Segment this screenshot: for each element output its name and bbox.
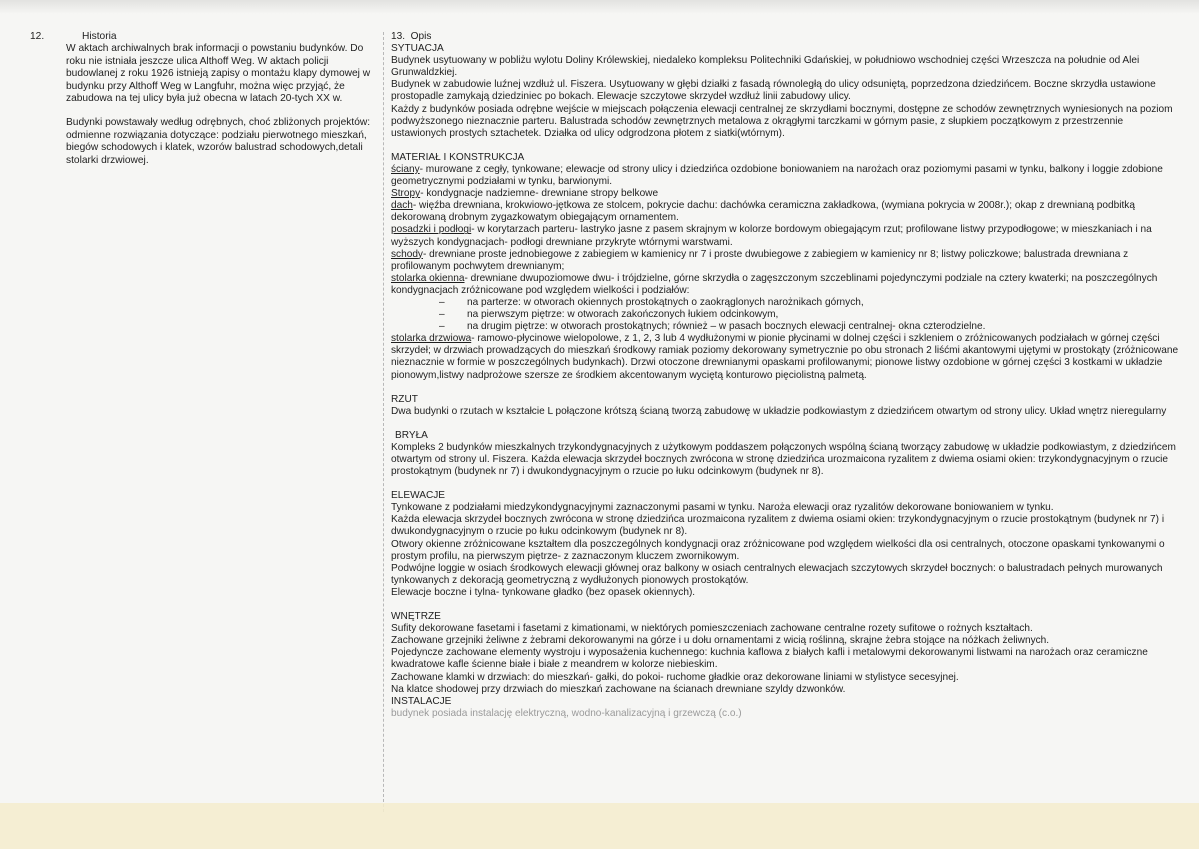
wnetrze-line: Zachowane klamki w drzwiach: do mieszkań- gałki, do pokoi- ruchome gładkie oraz dekorowane liniami w stylistyce secesyjnej.	[391, 671, 959, 683]
term-text: - w korytarzach parteru- lastryko jasne z pasem skrajnym w kolorze bordowym obiegającym rzut; profilowane listwy przypodłogowe; w mieszkaniach i na wyższych kondygnacjach- podłogi drewniane przykryte wtórnymi warstwami.	[391, 224, 1152, 248]
bullet-text: na drugim piętrze: w otworach prostokątnych; również – w pasach bocznych elewacji centralnej- okna czterodzielne.	[467, 321, 986, 333]
rzut-heading: RZUT	[391, 393, 418, 405]
term-label: dach	[391, 200, 413, 212]
sytuacja-paragraph: Każdy z budynków posiada odrębne wejście w miejscach połączenia elewacji centralnej ze skrzydłami bocznymi, dostępne ze schodów zewnętrznych wyniesionych na poziom podwyższonego nieznacznie parteru. Balustrada schodów zewnętrznych metalowa z okrągłymi tarczkami w górnym pasie, z słupkiem początkowym z przestrzennie ustawionych prostych sztachetek. Działka od ulicy odgrodzona płotem z siatki(wtórnym).	[391, 103, 1173, 139]
elewacje-line: Podwójne loggie w osiach środkowych elewacji głównej oraz balkony w osiach centralnych elewacjach szczytowych skrzydeł bocznych: o balustradach pełnych murowanych tynkowanych z dekoracją geometryczną z wydłużonych pionowych prostokątów.	[391, 562, 1163, 586]
list-item	[391, 297, 1181, 309]
material-posadzki	[391, 224, 1181, 248]
section-number: 12.	[30, 31, 45, 42]
list-item	[391, 309, 1181, 321]
wnetrze-line: Sufity dekorowane fasetami i fasetami z kimationami, w niektórych pomieszczeniach zachowane centralne rozety sufitowe o rożnych kształtach.	[391, 623, 1033, 635]
term-text: - więźba drewniana, krokwiowo-jętkowa ze stolcem, pokrycie dachu: dachówka ceramiczna zakładkowa, (wymiana pokrycia w 2008r.); okap z drewnianą podbitką dekorowaną drobnym zygazkowatym obiegającym ornamentem.	[391, 200, 1135, 224]
elewacje-line: Tynkowane z podziałami miedzykondygnacyjnymi zaznaczonymi pasami w tynku. Naroża elewacji oraz ryzalitów dekorowane boniowaniem w tynku.	[391, 502, 1054, 514]
elewacje-line: Każda elewacja skrzydeł bocznych zwrócona w stronę dziedzińca urozmaicona ryzalitem z dwiema osiami okien: trzykondygnacyjnym o rzucie prostokątnym (budynek nr 7) i dwukondygnacyjnym o rzucie po łuku odcinkowym (budynek nr 8).	[391, 514, 1165, 538]
term-label: schody	[391, 248, 423, 260]
section-opis	[391, 31, 1181, 720]
wnetrze-line: Zachowane grzejniki żeliwne z żebrami dekorowanymi na górze i u dołu ornamentami z wicią roślinną, skrajne żebra stojące na nóżkach żeliwnych.	[391, 635, 1050, 647]
term-label: stolarka drzwiowa	[391, 333, 472, 345]
instalacje-heading: INSTALACJE	[391, 695, 452, 707]
elewacje-line: Otwory okienne zróżnicowane kształtem dla poszczególnych kondygnacji oraz zróżnicowane pod względem wielkości dla osi centralnych, otoczone opaskami tynkowanymi o prostym profilu, na pierwszym piętrze- z zaznaczonym kluczem zwornikowym.	[391, 538, 1165, 562]
column-divider	[383, 32, 384, 812]
material-dach	[391, 200, 1181, 224]
wnetrze-heading: WNĘTRZE	[391, 611, 441, 623]
term-text: - drewniane dwupoziomowe dwu- i trójdzielne, górne skrzydła o zagęszczonym szczeblinami pojedynczymi podziale na cztery kwaterki; na poszczególnych kondygnacjach zróżnicowane pod względem wielkości i podziałów:	[391, 272, 1158, 296]
bullet-dash: –	[439, 296, 445, 308]
material-stolarka-drzwiowa	[391, 333, 1181, 381]
term-text: - drewniane proste jednobiegowe z zabiegiem w kamienicy nr 7 i proste dwubiegowe z zabiegiem w kamienicy nr 8; listwy policzkowe; balustrada drewniana z profilowanym pochwytem drewnianym;	[391, 248, 1129, 272]
section-title: Historia	[82, 31, 117, 42]
term-label: posadzki i podłogi	[391, 224, 472, 236]
rzut-paragraph: Dwa budynki o rzutach w kształcie L połączone krótszą ścianą tworzą zabudowę w układzie podkowiastym z dziedzińcem otwartym od strony ulicy. Układ wnętrz nieregularny	[391, 405, 1167, 417]
bullet-text: na pierwszym piętrze: w otworach zakończonych łukiem odcinkowym,	[467, 309, 779, 321]
elewacje-line: Elewacje boczne i tylna- tynkowane gładko (bez opasek okiennych).	[391, 586, 696, 598]
term-label: Stropy	[391, 188, 421, 200]
term-label: stolarka okienna	[391, 272, 465, 284]
opis-header	[391, 31, 1181, 43]
bullet-dash: –	[439, 321, 445, 333]
instalacje-paragraph: budynek posiada instalację elektryczną, wodno-kanalizacyjną i grzewczą (c.o.)	[391, 707, 742, 719]
term-text: - murowane z cegły, tynkowane; elewacje od strony ulicy i dziedzińca ozdobione boniowaniem na narożach oraz poziomymi pasami w tynku, balkony i loggie zdobione geometrycznymi podziałami w tynku, barwionymi.	[391, 163, 1163, 188]
term-label: ściany	[391, 163, 420, 175]
material-stropy	[391, 188, 1181, 200]
elewacje-heading: ELEWACJE	[391, 490, 446, 502]
list-item	[391, 321, 1181, 333]
bullet-dash: –	[439, 309, 445, 321]
sytuacja-paragraph: Budynek w zabudowie luźnej wzdłuż ul. Fiszera. Usytuowany w głębi działki z fasadą równoległą do ulicy odsuniętą, poprzedzona dziedzińcem. Boczne skrzydła ustawione prostopadle zamykają dziedziniec po bokach. Elewacje szczytowe skrzydeł wzdłuż linii zabudowy ulicy.	[391, 79, 1156, 103]
material-sciany	[391, 164, 1181, 188]
bottom-highlight-band	[0, 803, 1199, 849]
material-heading: MATERIAŁ I KONSTRUKCJA	[391, 151, 525, 163]
bryla-heading: BRYŁA	[395, 429, 428, 441]
section-number: 13.	[391, 31, 406, 42]
historia-paragraph-1: W aktach archiwalnych brak informacji o powstaniu budynków. Do roku nie istniała jeszcze ulica Althoff Weg. W aktach policji budowlanej z roku 1926 istnieją zapisy o montażu klapy dymowej w budynku przy Althoff Weg w Langfuhr, można więc przyjąć, że zabudowa na tej ulicy była już obecna w latach 20-tych XX w.	[66, 43, 371, 105]
sytuacja-heading: SYTUACJA	[391, 43, 444, 55]
section-historia	[30, 31, 375, 167]
bryla-paragraph: Kompleks 2 budynków mieszkalnych trzykondygnacyjnych z użytkowym poddaszem połączonych wspólną ścianą tworzący zabudowę w układzie podkowiastym, z dziedzińcem otwartym od strony ul. Fiszera. Każda elewacja skrzydeł bocznych zwrócona w stronę dziedzińca urozmaicona ryzalitem z dwiema osiami okien: trzykondygnacyjnym o rzucie prostokątnym (budynek nr 7) i dwukondygnacyjnym o rzucie po łuku odcinkowym (budynek nr 8).	[391, 441, 1176, 478]
term-text: - kondygnacje nadziemne- drewniane stropy belkowe	[420, 188, 659, 200]
wnetrze-line: Pojedyncze zachowane elementy wystroju i wyposażenia kuchennego: kuchnia kaflowa z białych kafli i metalowymi dekorowanymi listwami na narożach oraz ceramiczne kwadratowe kafle ścienne białe i białe z meandrem w kolorze niebieskim.	[391, 647, 1148, 671]
sytuacja-paragraph: Budynek usytuowany w pobliżu wylotu Doliny Królewskiej, niedaleko kompleksu Politechniki Gdańskiej, w południowo wschodniej części Wrzeszcza na południe od Alei Grunwaldzkiej.	[391, 55, 1140, 79]
bullet-text: na parterze: w otworach okiennych prostokątnych o zaokrąglonych narożnikach górnych,	[467, 296, 864, 308]
section-title: Opis	[410, 31, 432, 42]
historia-header	[30, 31, 375, 43]
historia-paragraph-2: Budynki powstawały według odrębnych, choć zbliżonych projektów: odmienne rozwiązania dotyczące: podziału pierwotnego mieszkań, biegów schodowych i klatek, wzorów balustrad schodowych,detali stolarki drzwiowej.	[66, 117, 371, 166]
wnetrze-line: Na klatce shodowej przy drzwiach do mieszkań zachowane na ścianach drewniane szyldy dzwonków.	[391, 683, 846, 695]
page-top-shade	[0, 0, 1199, 14]
material-stolarka-okienna	[391, 273, 1181, 297]
term-text: - ramowo-płycinowe wielopolowe, z 1, 2, 3 lub 4 wydłużonymi w pionie płycinami w dolnej części i szkleniem o zróżnicowanych podziałach w górnej części skrzydeł; w drzwiach prowadzących do mieszkań środkowy ramiak poziomy dekorowany symetrycznie po obu stronach 2 liśćmi akantowymi ujętymi w prostokąty (zróżnicowane nieznacznie w formie w poszczególnych budynkach). Drzwi otoczone drewnianymi opaskami profilowanymi; pionowe listwy ozdobione w górnej części 3 kostkami w układzie pionowym,listwy nadprożowe szersze ze środkiem akcentowanym wyciętą konturowo pięciolistną palmetą.	[391, 333, 1179, 381]
material-schody	[391, 249, 1181, 273]
